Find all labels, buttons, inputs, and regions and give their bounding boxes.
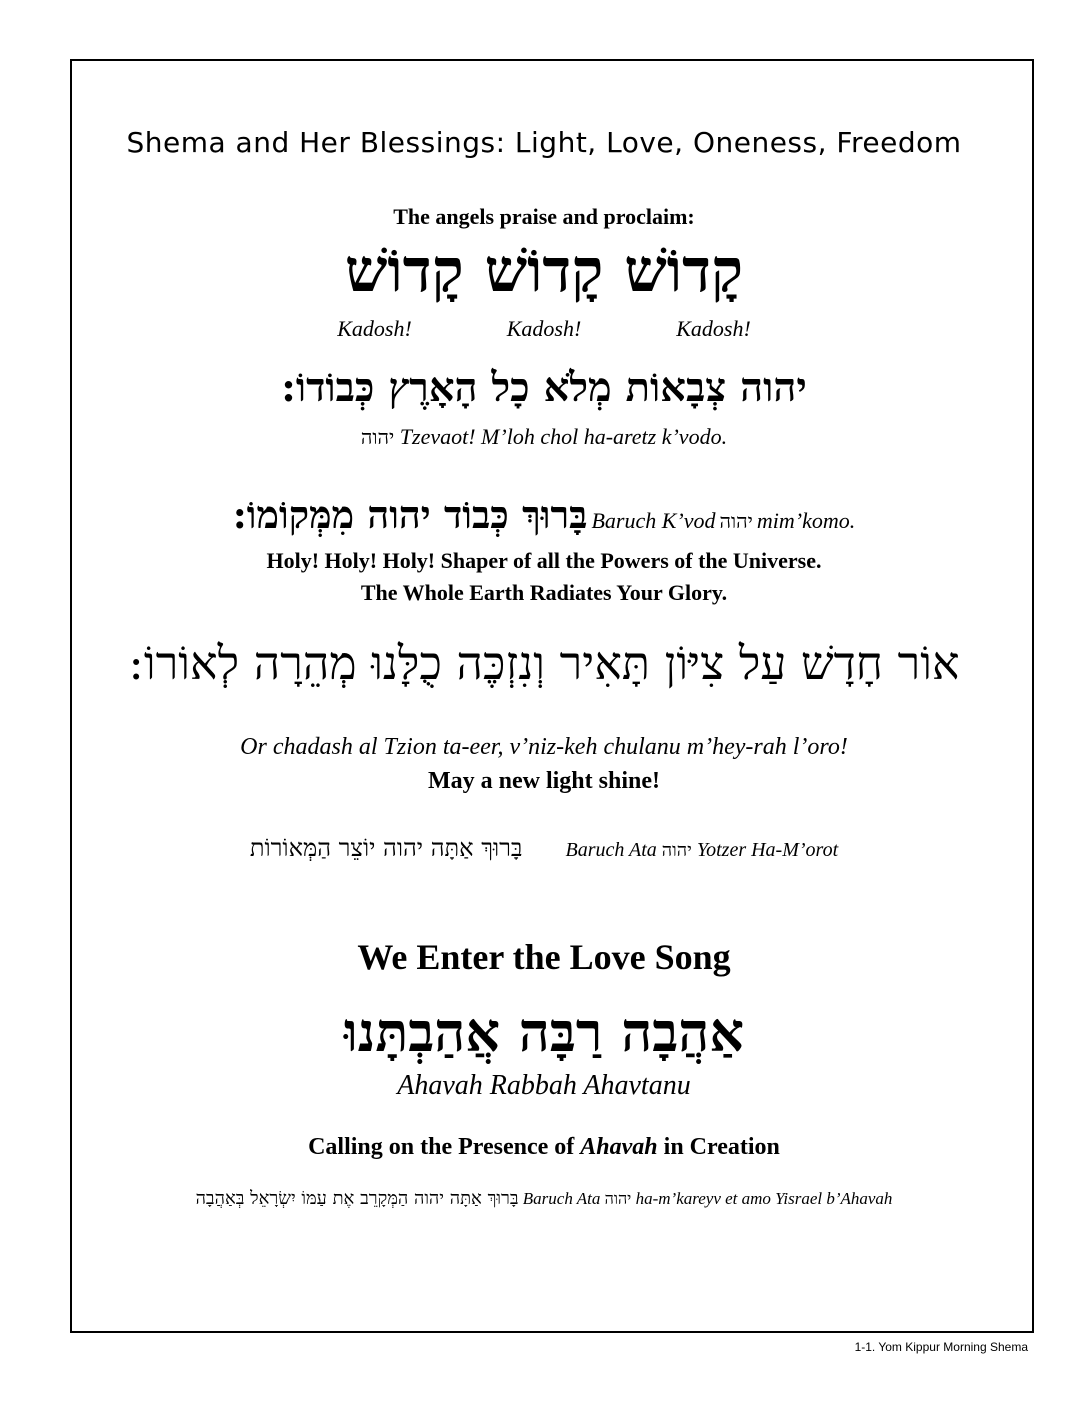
divine-name: יהוה bbox=[719, 509, 753, 533]
page-title: Shema and Her Blessings: Light, Love, Oneness, Freedom bbox=[126, 126, 962, 159]
page-footer: 1-1. Yom Kippur Morning Shema bbox=[854, 1340, 1028, 1354]
ahavah-blessing-hebrew: בָּרוּךְ אַתָּה יהוה הַמְּקָרֵב אֶת עַמּוֹ יִשְׂרָאֵל בְּאַהֲבָה bbox=[195, 1188, 519, 1209]
baruch-kvod-translit-b: mim’komo. bbox=[756, 508, 856, 533]
tzevaot-hebrew: יהוה צְבָאוֹת מְלֹא כָל הָאָרֶץ כְּבוֹדוֹ: bbox=[281, 364, 807, 411]
calling-ahavah: Ahavah bbox=[580, 1134, 658, 1160]
divine-name: יהוה bbox=[360, 425, 395, 449]
english-glory-line: The Whole Earth Radiates Your Glory. bbox=[360, 580, 728, 605]
ahavah-translit-b: ha-m’kareyv et amo Yisrael b’Ahavah bbox=[635, 1189, 893, 1208]
divine-name: יהוה bbox=[661, 840, 692, 861]
calling-heading bbox=[0, 1134, 1088, 1161]
divine-name: יהוה bbox=[604, 1189, 632, 1208]
ahavah-translit-a: Baruch Ata bbox=[522, 1189, 601, 1208]
ahavah-rabbah-transliteration: Ahavah Rabbah Ahavtanu bbox=[397, 1070, 691, 1101]
english-holy-line: Holy! Holy! Holy! Shaper of all the Powers of the Universe. bbox=[266, 548, 822, 573]
kadosh-word: Kadosh! bbox=[506, 316, 582, 341]
kadosh-transliteration bbox=[0, 316, 1088, 342]
or-chadash-english: May a new light shine! bbox=[427, 768, 660, 794]
or-chadash-transliteration: Or chadash al Tzion ta-eer, v’niz-keh chulanu m’hey-rah l’oro! bbox=[240, 734, 848, 760]
tzevaot-transliteration bbox=[0, 424, 1088, 450]
calling-text-a: Calling on the Presence of bbox=[308, 1134, 575, 1160]
tzevaot-translit-text: Tzevaot! M’loh chol ha-aretz k’vodo. bbox=[399, 424, 728, 449]
kadosh-hebrew: קָדוֹשׁ קָדוֹשׁ קָדוֹשׁ bbox=[344, 236, 744, 306]
ahavah-blessing-line bbox=[0, 1188, 1088, 1209]
yotzer-blessing-hebrew: בָּרוּךְ אַתָּה יהוה יוֹצֵר הַמְּאוֹרוֹת bbox=[249, 834, 523, 862]
yotzer-blessing-line bbox=[0, 834, 1088, 863]
love-song-heading: We Enter the Love Song bbox=[357, 937, 731, 977]
kedusha-intro: The angels praise and proclaim: bbox=[393, 204, 695, 229]
baruch-kvod-line bbox=[0, 492, 1088, 538]
baruch-kvod-translit-a: Baruch K’vod bbox=[591, 508, 716, 533]
calling-text-b: in Creation bbox=[663, 1134, 780, 1160]
kadosh-word: Kadosh! bbox=[676, 316, 751, 341]
kadosh-word: Kadosh! bbox=[337, 316, 412, 341]
baruch-kvod-hebrew: בָּרוּךְ כְּבוֹד יהוה מִמְּקוֹמוֹ: bbox=[232, 492, 588, 537]
ahavah-rabbah-hebrew: אַהֲבָה רַבָּה אֲהַבְתָּנוּ bbox=[343, 1000, 745, 1064]
yotzer-translit-b: Yotzer Ha-M’orot bbox=[696, 839, 839, 861]
yotzer-translit-a: Baruch Ata bbox=[565, 839, 657, 861]
or-chadash-hebrew: אוֹר חָדָשׁ עַל צִיּוֹן תָּאִיר וְנִזְכֶּה כֻלָּנוּ מְהֵרָה לְאוֹרוֹ: bbox=[128, 636, 960, 690]
